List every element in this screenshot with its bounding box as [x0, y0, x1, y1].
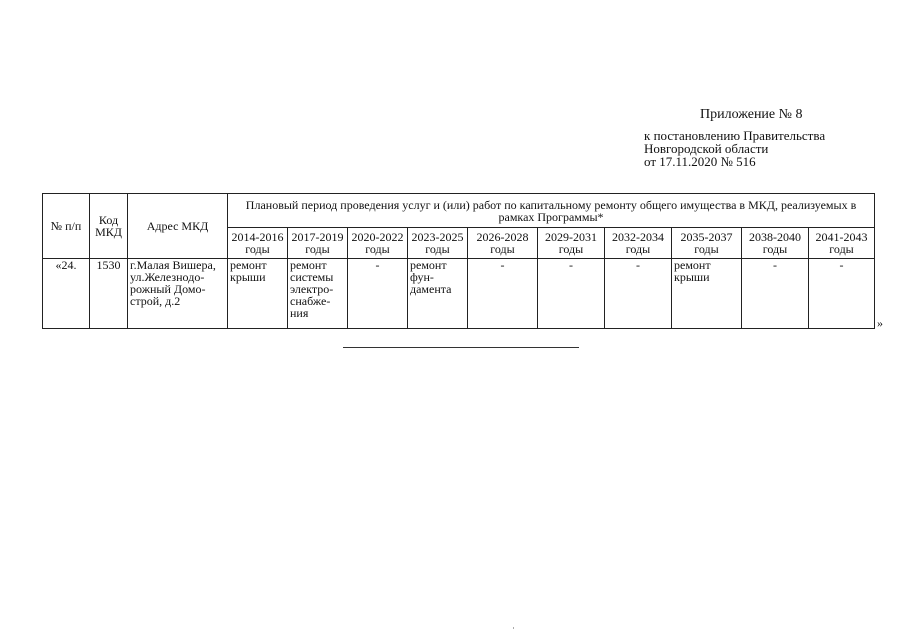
period-header: 2029-2031 годы	[538, 228, 605, 259]
closing-quote: »	[877, 316, 883, 330]
separator-line	[343, 347, 579, 348]
period-header: 2026-2028 годы	[468, 228, 538, 259]
period-header: 2035-2037 годы	[672, 228, 742, 259]
row-cell: -	[348, 259, 408, 329]
period-header: 2041-2043 годы	[809, 228, 875, 259]
row-cell: -	[538, 259, 605, 329]
header-num: № п/п	[43, 194, 90, 259]
table-row	[43, 259, 875, 329]
period-header: 2017-2019 годы	[288, 228, 348, 259]
period-header: 2032-2034 годы	[605, 228, 672, 259]
period-header: 2038-2040 годы	[742, 228, 809, 259]
period-header: 2014-2016 годы	[228, 228, 288, 259]
period-header: 2020-2022 годы	[348, 228, 408, 259]
row-cell: ремонт фун-дамента	[408, 259, 468, 329]
scan-speck	[513, 627, 514, 629]
appendix-line-1: к постановлению Правительства	[644, 128, 826, 143]
header-row-1	[43, 194, 875, 228]
row-code: 1530	[90, 259, 128, 329]
row-cell: ремонт крыши	[228, 259, 288, 329]
period-header: 2023-2025 годы	[408, 228, 468, 259]
row-cell: -	[468, 259, 538, 329]
row-address: г.Малая Вишера, ул.Железнодо-рожный Домо-строй, д.2	[128, 259, 228, 329]
header-address: Адрес МКД	[128, 194, 228, 259]
row-cell: ремонт системы электро-снабже-ния	[288, 259, 348, 329]
appendix-line-2: Новгородской области	[644, 141, 769, 156]
row-cell: -	[605, 259, 672, 329]
row-cell: -	[742, 259, 809, 329]
appendix-line-3: от 17.11.2020 № 516	[644, 154, 756, 169]
row-cell: ремонт крыши	[672, 259, 742, 329]
row-num: «24.	[43, 259, 90, 329]
repair-schedule-table	[42, 193, 875, 329]
header-code: Код МКД	[90, 194, 128, 259]
row-cell: -	[809, 259, 875, 329]
header-period: Плановый период проведения услуг и (или) работ по капитальному ремонту общего имущества в МКД, реализуемых в рамках Программы*	[228, 194, 875, 228]
appendix-title: Приложение № 8	[700, 107, 803, 122]
